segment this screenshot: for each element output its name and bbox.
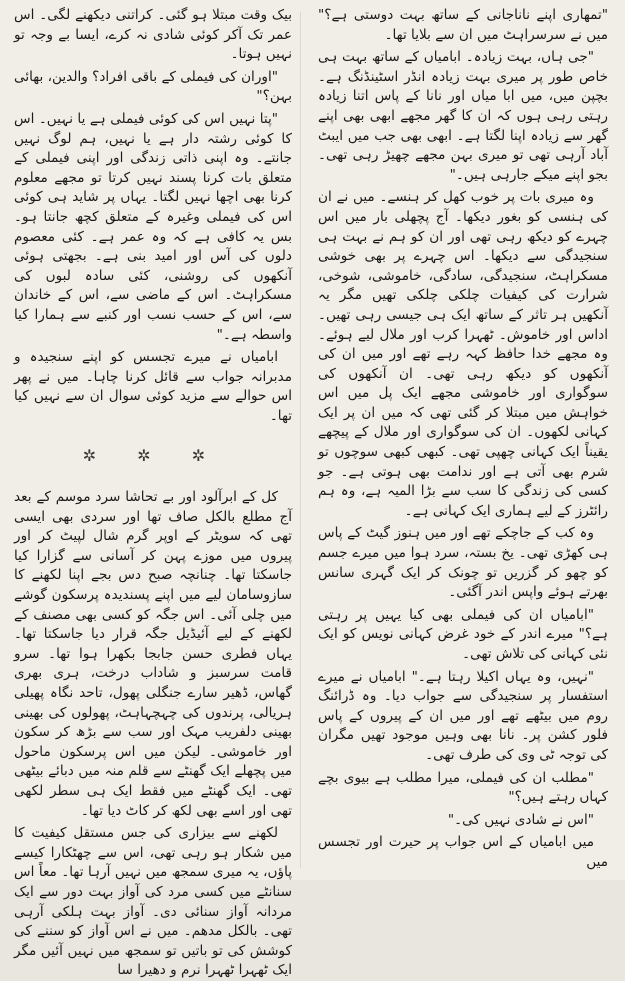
- section-divider-stars: ✲ ✲ ✲: [82, 446, 224, 466]
- right-column: [318, 6, 608, 874]
- paragraph-l5: کل کے ابرآلود اور بے تحاشا سرد موسم کے بعد آج مطلع بالکل صاف تھا اور سردی بھی ایسی تھی کہ سویٹر کے اوپر گرم شال لپیٹ کر اور پیروں میں موزے پہن کر آسانی سے گزارا کیا جاسکتا تھا۔ چنانچہ صبح دس بجے اپنا لکھنے کا سازوسامان لیے میں اپنے پسندیدہ پرسکون گوشے میں چلی آئی۔ اس جگہ کو کسی بھی مصنف کے لکھنے کے لیے آئیڈیل جگہ قرار دیا جاسکتا تھا۔ یہاں فطری حسن جابجا بکھرا ہوا تھا۔ سرو قامت سرسبز و شاداب درخت، ہری بھری گھاس، ڈھیر سارے جنگلی پھول، تاحد نگاہ پھیلی ہریالی، پرندوں کی چہچہاہٹ، پھولوں کی بھینی بھینی دلفریب مہک اور سب سے بڑھ کر سکون اور خاموشی۔ لیکن میں اس پرسکون ماحول میں پچھلے ایک گھنٹے سے قلم منہ میں دبائے بیٹھی تھی۔ ایک گھنٹے میں فقط ایک ہی سطر لکھی تھی اور اسے بھی لکھ کر کاٹ دیا تھا۔: [14, 489, 292, 819]
- column-gutter: [300, 12, 301, 868]
- paragraph-r4: وہ کب کے جاچکے تھے اور میں ہنوز گیٹ کے پاس ہی کھڑی تھی۔ یخ بستہ، سرد ہوا میں میرے جسم کو چھو کر گزریں تو چونک کر ایک گہری سانس بھرتے ہوئے واپس اندر آگئی۔: [318, 525, 608, 601]
- paragraph-l1: بیک وقت مبتلا ہو گئی۔ کراتنی دیکھنے لگی۔ اس عمر تک آکر کوئی شادی نہ کرے، ایسا بے وجہ تو نہیں ہوتا۔: [14, 7, 292, 63]
- paragraph-r2: "جی ہاں، بہت زیادہ۔ ابامیاں کے ساتھ بہت ہی خاص طور پر میری بہت زیادہ انڈر اسٹینڈنگ ہے۔ بچپن میں، میں ابا میاں اور نانا کے پاس اتنا زیادہ رہتی رہی ہوں کہ ان کا گھر مجھے ابھی بھی اپنے گھر سے زیادہ اپنا لگتا ہے۔ ابھی بھی جب میں ایبٹ آباد آرہی تھی تو میری بہن مجھے چھیڑ رہی تھی۔ بجو اپنے میکے جارہی ہیں۔": [318, 49, 608, 183]
- paragraph-r9: میں ابامیاں کے اس جواب پر حیرت اور تجسس میں: [318, 834, 608, 870]
- paragraph-r5: "ابامیاں ان کی فیملی بھی کیا یہیں پر رہتی ہے؟" میرے اندر کے خود غرض کہانی نویس کو ایک نئی کہانی کی تلاش تھی۔: [318, 606, 608, 662]
- paragraph-r1: "تمھاری اپنے ناناجانی کے ساتھ بہت دوستی ہے؟" میں نے سرسراہٹ میں ان سے بلایا تھا۔: [318, 7, 608, 43]
- paragraph-r8: "اس نے شادی نہیں کی۔": [447, 811, 594, 828]
- paragraph-l6: لکھنے سے بیزاری کی جس مستقل کیفیت کا میں شکار ہو رہی تھی، اس سے چھٹکارا کیسے پاؤں، یہ میری سمجھ میں نہیں آرہا تھا۔ معاً اس سنانٹے میں کسی مرد کی آواز بہت دور سے ایک مردانہ آواز سنائی دی۔ آواز بہت ہلکی آرہی تھی۔ بالکل مدھم۔ میں نے اس آواز کو سننے کی کوشش کی تو باتیں تو سمجھ میں نہیں آئیں مگر ایک ٹھہرا ٹھہرا نرم و دھیرا سا: [14, 825, 292, 979]
- paragraph-r3: وہ میری بات پر خوب کھل کر ہنسے۔ میں نے ان کی ہنسی کو بغور دیکھا۔ آج پچھلی بار میں اس چہرے کو دیکھ رہی تھی اور ان کو ہم نے بہت ہی سنجیدگی سے دیکھا۔ اس چہرے پر بھی خوشی مسکراہٹ، سنجیدگی، سادگی، خاموشی، شوخی، شرارت کی کیفیات چلکی چلکی تھیں مگر یہ آنکھیں ہر تاثر کے ساتھ ایک ہی جیسی رہی تھیں۔ اداس اور خاموش۔ ٹھہرا کرب اور ملال لیے ہوئے۔ وہ مجھے خدا حافظ کہہ رہے تھے اور میں ان کی آنکھوں کو دیکھ رہی تھی۔ ان آنکھوں کی سوگواری اور خاموشی مجھے ایک پل میں اس خواہش میں مبتلا کر گئی تھی کہ میں ان پر ایک کہانی لکھوں۔ ان کی سوگواری اور ملال کے پیچھے یقیناً ایک کہانی چھپی تھی۔ کبھی کبھی سوچوں تو شرم بھی آتی ہے اور ندامت بھی ہوتی ہے۔ جو کسی کی زندگی کا سب سے بڑا المیہ ہے، وہ ہم رائٹرز کے لیے ہماری ایک کہانی ہے۔: [318, 189, 608, 519]
- left-column: [14, 6, 292, 979]
- paragraph-l2: "اوران کی فیملی کے باقی افراد؟ والدین، بھائی بہن؟": [14, 68, 292, 105]
- paragraph-l3: "پتا نہیں اس کی کوئی فیملی ہے یا نہیں۔ اس کا کوئی رشتہ دار ہے یا نہیں، ہم لوگ نہیں جانتے۔ وہ اپنی ذاتی زندگی اور اپنی فیملی کے متعلق بات کرنا پسند نہیں کرتا تو مجھے معلوم کرنا بھی اچھا نہیں لگتا۔ یہاں پر شاید ہی کوئی اس کی فیملی وغیرہ کے متعلق کچھ جانتا ہو۔ بس یہ کافی ہے کہ وہ عمر ہے۔ کئی معصوم دلوں کی آس اور امید بنی ہے۔ بجھتی ہوئی آنکھوں کی روشنی، کئی سادہ لبوں کی مسکراہٹ۔ اس کے ماضی سے، اس کے خاندان سے، اس کے حسب نسب اور کنبے سے ہمارا کیا واسطہ ہے۔": [14, 110, 292, 343]
- paragraph-r7: "مطلب ان کی فیملی، میرا مطلب ہے بیوی بچے کہاں رہتے ہیں؟": [318, 769, 608, 806]
- paragraph-r6: "نہیں، وہ یہاں اکیلا رہتا ہے۔" ابامیاں نے میرے استفسار پر سنجیدگی سے جواب دیا۔ وہ ڈرائنگ روم میں بیٹھے تھے اور میں ان کے پیروں کے پاس فلور کشن پر۔ نانا بھی وہیں موجود تھیں مگران کی توجہ ٹی وی کی طرف تھی۔: [318, 668, 608, 763]
- paragraph-l4: ابامیاں نے میرے تجسس کو اپنے سنجیدہ و مدبرانہ جواب سے قائل کرنا چاہا۔ میں نے پھر اس حوالے سے مزید کوئی سوال ان سے نہیں کیا تھا۔: [14, 349, 292, 424]
